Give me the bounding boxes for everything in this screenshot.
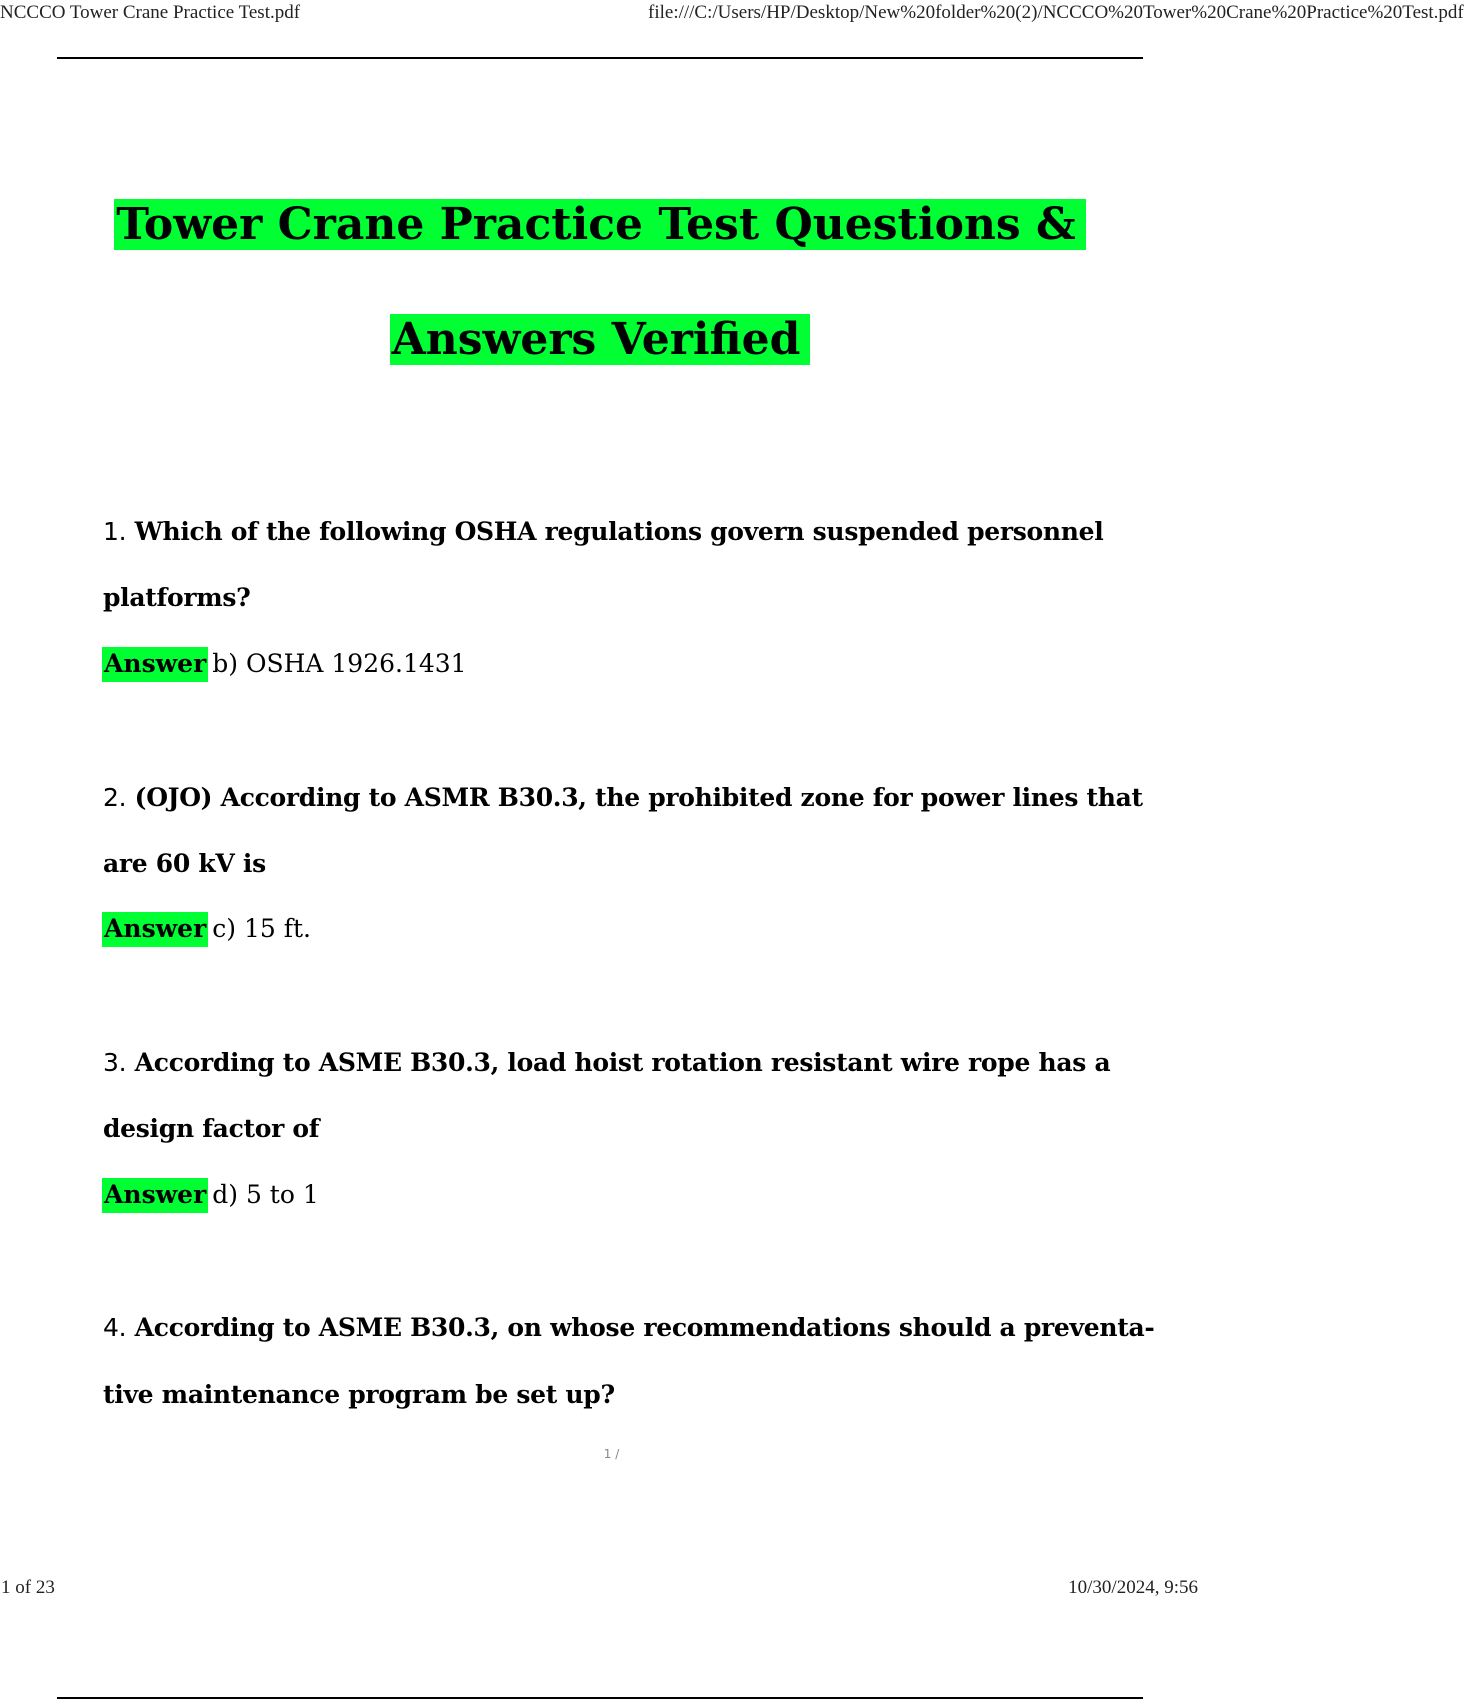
page-marker: 1 /	[603, 1447, 620, 1461]
question-number: 1.	[103, 517, 127, 546]
question-number: 3.	[103, 1048, 127, 1077]
title-highlight: Tower Crane Practice Test Questions &	[114, 199, 1086, 250]
page-title-line-1	[0, 196, 1200, 254]
title-highlight: Answers Verified	[390, 314, 811, 365]
file-path: file:///C:/Users/HP/Desktop/New%20folder%20(2)/NCCCO%20Tower%20Crane%20Practice%20Test.pdf	[648, 2, 1464, 23]
answer-text: c) 15 ft.	[212, 914, 311, 943]
question-2-line-1	[103, 783, 1143, 813]
document-name: NCCCO Tower Crane Practice Test.pdf	[0, 2, 301, 23]
answer-2	[103, 914, 311, 944]
question-1-line-1	[103, 517, 1103, 547]
question-text: Which of the following OSHA regulations govern suspended personnel	[134, 517, 1104, 546]
question-3-line-2: design factor of	[103, 1114, 320, 1143]
question-number: 4.	[103, 1313, 127, 1342]
header-divider	[57, 57, 1143, 59]
print-header	[0, 2, 1464, 26]
question-text: According to ASME B30.3, load hoist rotation resistant wire rope has a	[134, 1048, 1111, 1077]
answer-text: d) 5 to 1	[212, 1180, 319, 1209]
question-text: According to ASME B30.3, on whose recommendations should a preventa-	[134, 1313, 1155, 1342]
question-2-line-2: are 60 kV is	[103, 849, 266, 878]
footer-divider	[57, 1697, 1143, 1699]
question-4-line-2: tive maintenance program be set up?	[103, 1380, 615, 1409]
print-timestamp: 10/30/2024, 9:56	[1068, 1577, 1198, 1598]
question-text: (OJO) According to ASMR B30.3, the prohibited zone for power lines that	[134, 783, 1143, 812]
page-count: 1 of 23	[1, 1577, 55, 1598]
answer-label: Answer	[102, 1178, 208, 1213]
question-number: 2.	[103, 783, 127, 812]
answer-text: b) OSHA 1926.1431	[212, 649, 467, 678]
question-4-line-1	[103, 1313, 1155, 1343]
answer-label: Answer	[102, 647, 208, 682]
question-1-line-2: platforms?	[103, 583, 251, 612]
answer-1	[103, 649, 467, 679]
answer-label: Answer	[102, 912, 208, 947]
print-footer	[0, 1577, 1200, 1601]
page-title-line-2	[0, 311, 1200, 369]
question-3-line-1	[103, 1048, 1111, 1078]
answer-3	[103, 1180, 319, 1210]
